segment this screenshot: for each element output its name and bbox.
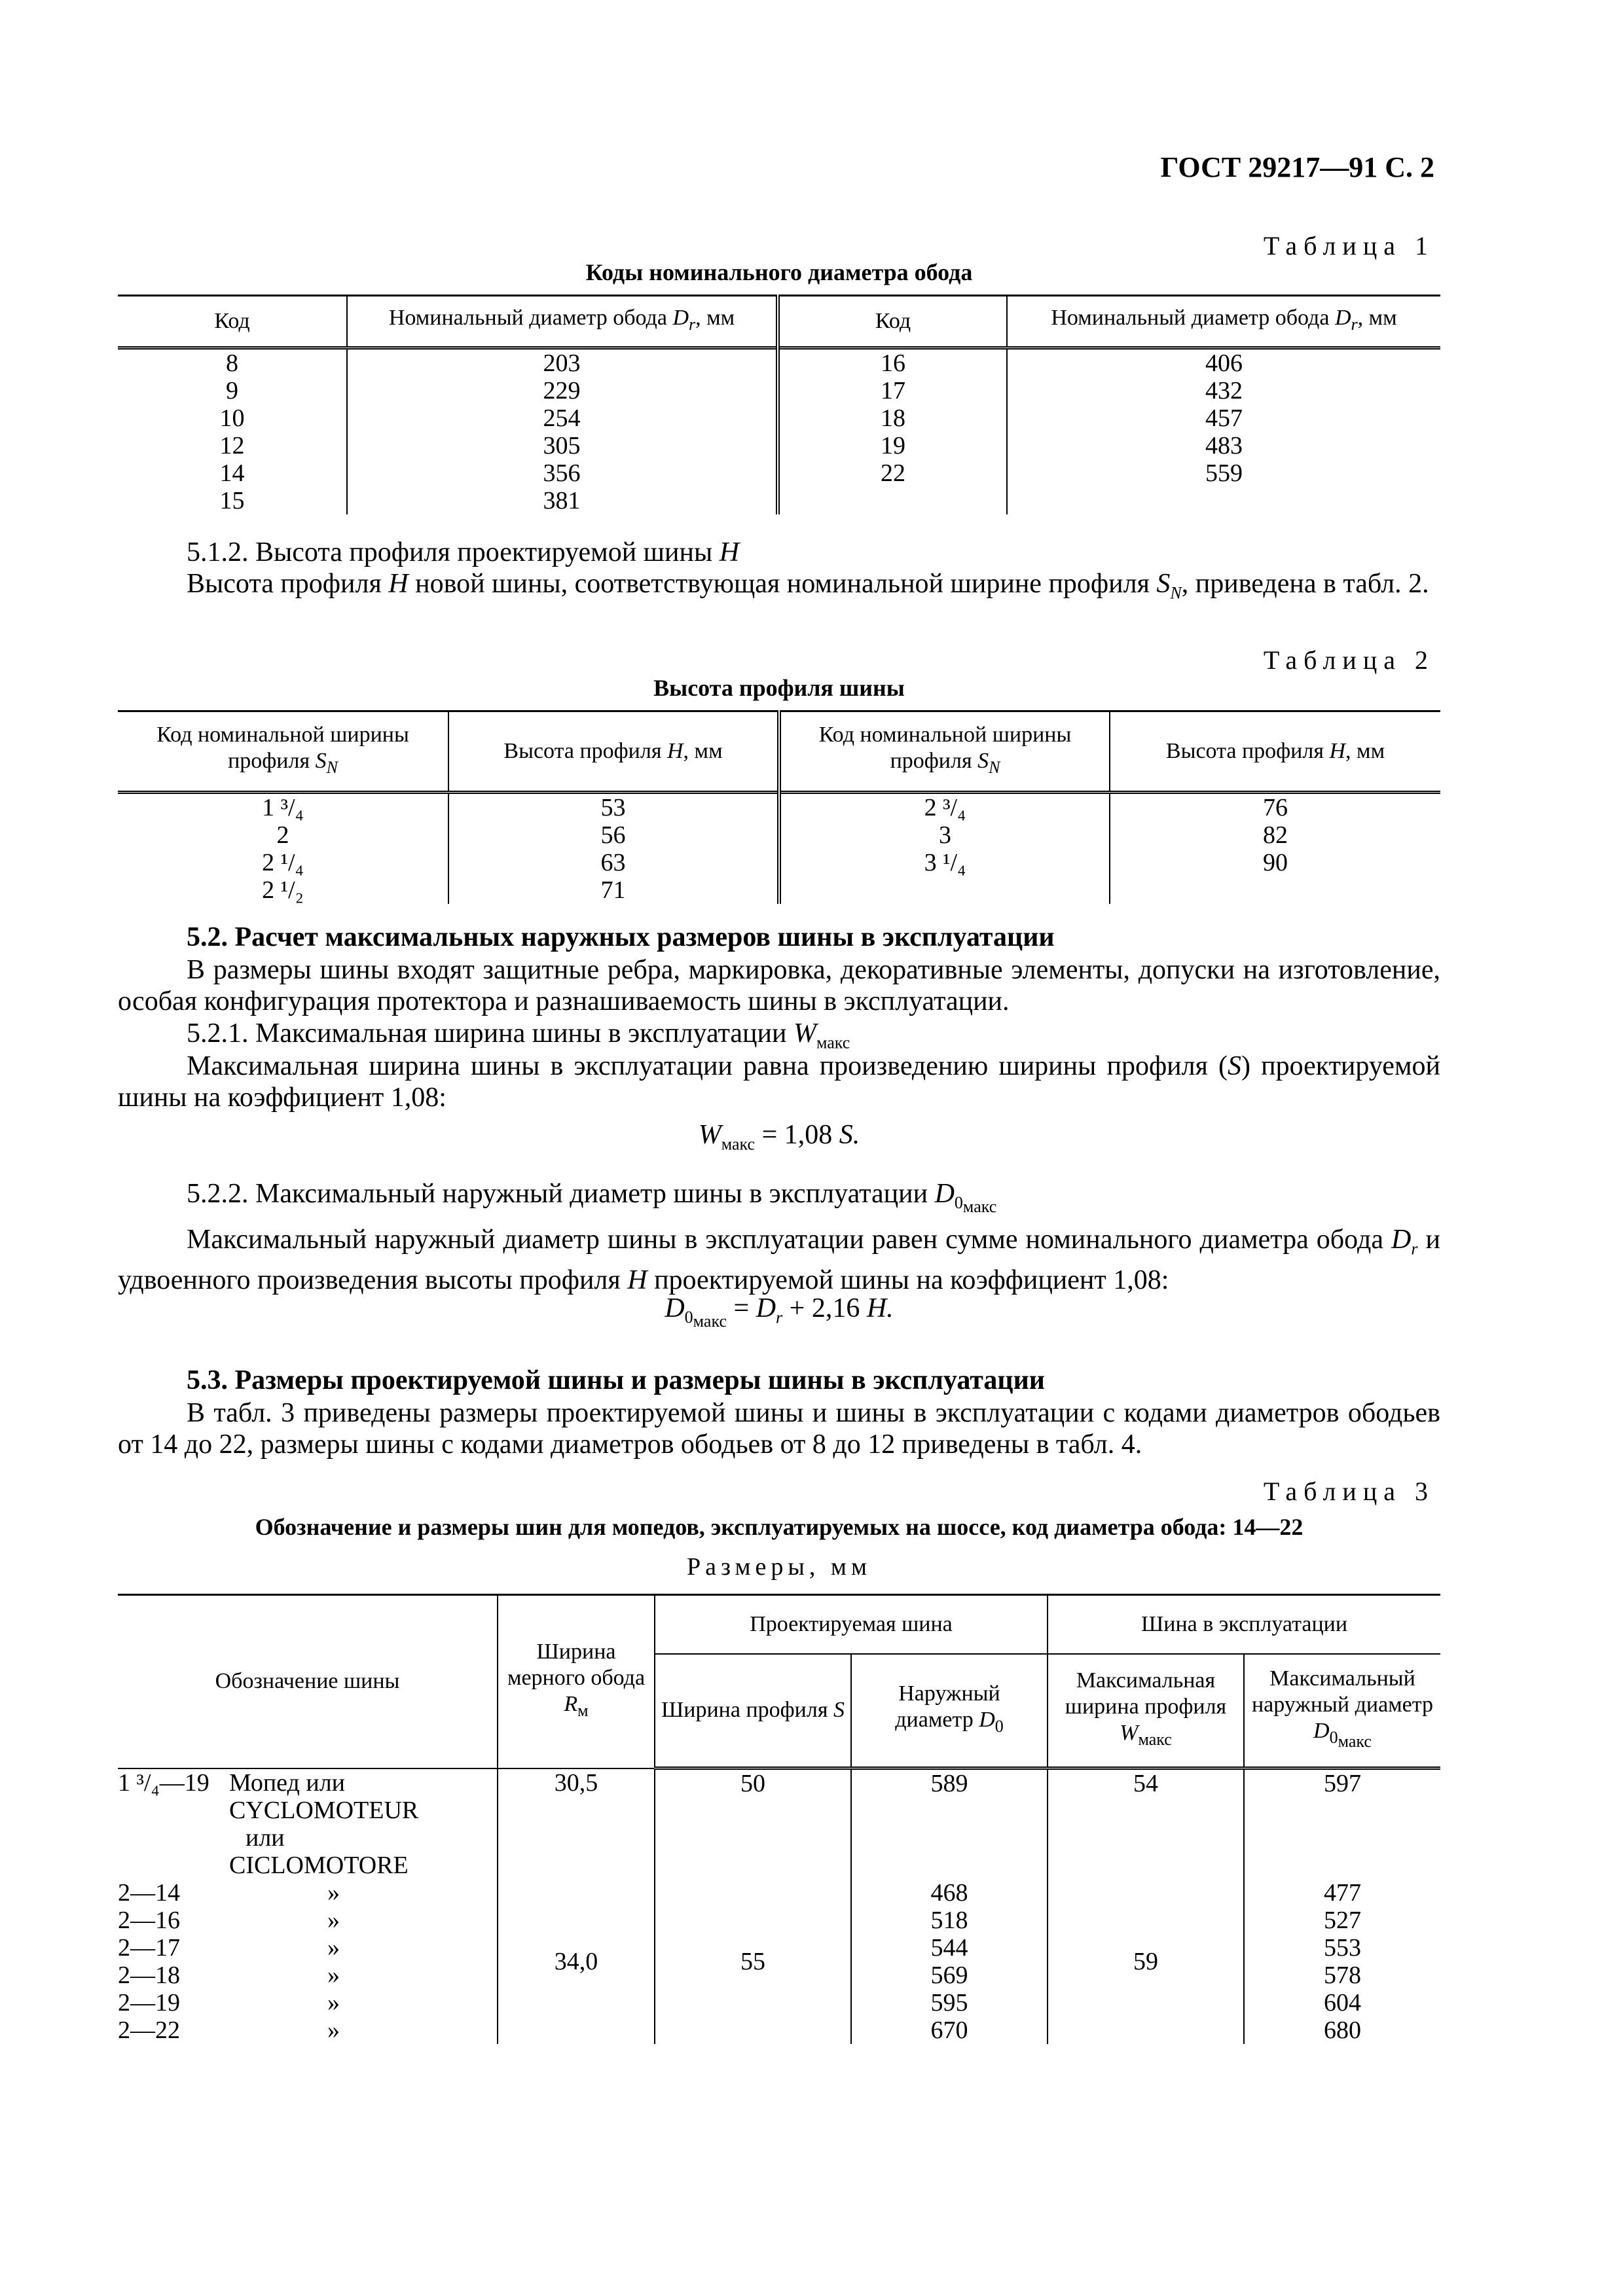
- table-row: [118, 1879, 1440, 2044]
- t3-group-design: Проектируемая шина: [655, 1595, 1048, 1654]
- table2: [118, 710, 1440, 904]
- t1-left-diams: 203 229 254 305 356 381: [347, 348, 778, 515]
- t3-row1-rim: 30,5: [498, 1768, 655, 1879]
- t2-col-height: Высота профиля H, мм: [448, 711, 779, 793]
- t3-group2-designations: 2—14 » 2—16 » 2—17 » 2—18 » 2—19 » 2—22 »: [118, 1879, 498, 2044]
- t1-left-codes: 8 9 10 12 14 15: [118, 348, 347, 515]
- t3-col-diam: Наружный диаметр $D_0$: [851, 1654, 1048, 1768]
- section-5-1-2-heading: 5.1.2. Высота профиля проектируемой шины H: [187, 537, 740, 567]
- t1-col-diam-2: Номинальный диаметр обода $D_r$, мм: [1007, 296, 1440, 348]
- t2-col-code-2: Код номинальной ширины профиля $S_N$: [779, 711, 1110, 793]
- t3-col-maxwidth: Максимальная ширина профиля $W_{макс}$: [1048, 1654, 1244, 1768]
- t3-row1-designation: 1 ³/₄—19 Мопед или CYCLOMOTEUR или CICLOMOTORE: [118, 1768, 498, 1879]
- section-5-3-text: В табл. 3 приведены размеры проектируемой шины и шины в эксплуатации с кодами диаметров ободьев от 14 до 22, размеры шины с кодами диаметров ободьев от 8 до 12 приведены в табл. 4.: [118, 1398, 1440, 1460]
- t3-group2-width: 55: [655, 1879, 851, 2044]
- t3-col-width: Ширина профиля S: [655, 1654, 851, 1768]
- section-5-1-2-text: Высота профиля H новой шины, соответствующая номинальной ширине профиля $S_N$, приведена в табл. 2.: [187, 569, 1429, 603]
- formula-w-max: $W_{макс} = 1,08$ S.: [698, 1120, 860, 1154]
- table2-title: Высота профиля шины: [653, 675, 905, 701]
- table2-caption: Таблица 2: [1263, 645, 1434, 675]
- formula-d0-max: $D_{0_{макс}} = D_r + 2,16$ H.: [665, 1293, 894, 1331]
- t1-col-diam: Номинальный диаметр обода $D_r$, мм: [347, 296, 778, 348]
- t3-row1-maxwidth: 54: [1048, 1768, 1244, 1879]
- t2-left-heights: 53 56 63 71: [448, 793, 779, 905]
- table-row: [118, 793, 1440, 905]
- table-row: [118, 1768, 1440, 1879]
- section-5-2-1-text: Максимальная ширина шины в эксплуатации равна произведению ширины профиля (S) проектируемой шины на коэффициент 1,08:: [118, 1051, 1440, 1113]
- page-header: ГОСТ 29217—91 С. 2: [1160, 151, 1434, 183]
- table1-title: Коды номинального диаметра обода: [585, 259, 973, 285]
- t2-col-code: Код номинальной ширины профиля $S_N$: [118, 711, 448, 793]
- t3-row1-diam: 589: [851, 1768, 1048, 1879]
- t2-left-codes: 1 ³/₄ 2 2 ¹/₄ 2 ¹/₂: [118, 793, 448, 905]
- table3-caption: Таблица 3: [1263, 1477, 1434, 1506]
- section-5-2-2-heading: 5.2.2. Максимальный наружный диаметр шины в эксплуатации $D_{0_{макс}}$: [187, 1179, 997, 1217]
- section-5-2-1-heading: 5.2.1. Максимальная ширина шины в эксплуатации $W_{макс}$: [187, 1018, 850, 1052]
- t2-right-heights: 76 82 90: [1110, 793, 1440, 905]
- t3-group2-maxdiams: 477 527 553 578 604 680: [1244, 1879, 1440, 2044]
- table3: [118, 1594, 1440, 2044]
- t1-right-codes: 16 17 18 19 22: [778, 348, 1007, 515]
- t2-right-codes: 2 ³/₄ 3 3 ¹/₄: [779, 793, 1110, 905]
- t3-group2-maxwidth: 59: [1048, 1879, 1244, 2044]
- t3-col-designation: Обозначение шины: [118, 1595, 498, 1768]
- table3-title: Обозначение и размеры шин для мопедов, эксплуатируемых на шоссе, код диаметра обода: 14—22: [255, 1514, 1304, 1540]
- table1: [118, 295, 1440, 514]
- section-5-2-heading: 5.2. Расчет максимальных наружных размеров шины в эксплуатации: [187, 922, 1055, 952]
- table3-units: Размеры, мм: [686, 1553, 871, 1581]
- t1-right-diams: 406 432 457 483 559: [1007, 348, 1440, 515]
- t1-col-code-2: Код: [778, 296, 1007, 348]
- t3-row1-maxdiam: 597: [1244, 1768, 1440, 1879]
- section-5-3-heading: 5.3. Размеры проектируемой шины и размеры шины в эксплуатации: [187, 1365, 1046, 1395]
- section-5-2-2-text: Максимальный наружный диаметр шины в эксплуатации равен сумме номинального диаметра обода $D_r$ и удвоенного произведения высоты профиля H проектируемой шины на коэффициент 1,08:: [118, 1225, 1441, 1296]
- t1-col-code: Код: [118, 296, 347, 348]
- t3-col-maxdiam: Максимальный наружный диаметр $D_{0_{макс}}$: [1244, 1654, 1440, 1768]
- t3-group-service: Шина в эксплуатации: [1048, 1595, 1440, 1654]
- t3-row1-width: 50: [655, 1768, 851, 1879]
- section-5-2-text: В размеры шины входят защитные ребра, маркировка, декоративные элементы, допуски на изготовление, особая конфигурация протектора и разнашиваемость шины в эксплуатации.: [118, 955, 1440, 1016]
- t2-col-height-2: Высота профиля H, мм: [1110, 711, 1440, 793]
- t3-group2-diams: 468 518 544 569 595 670: [851, 1879, 1048, 2044]
- table1-caption: Таблица 1: [1263, 231, 1434, 260]
- t3-col-rim: Ширина мерного обода $R_м$: [498, 1595, 655, 1768]
- t3-group2-rim: 34,0: [498, 1879, 655, 2044]
- table-row: [118, 348, 1440, 515]
